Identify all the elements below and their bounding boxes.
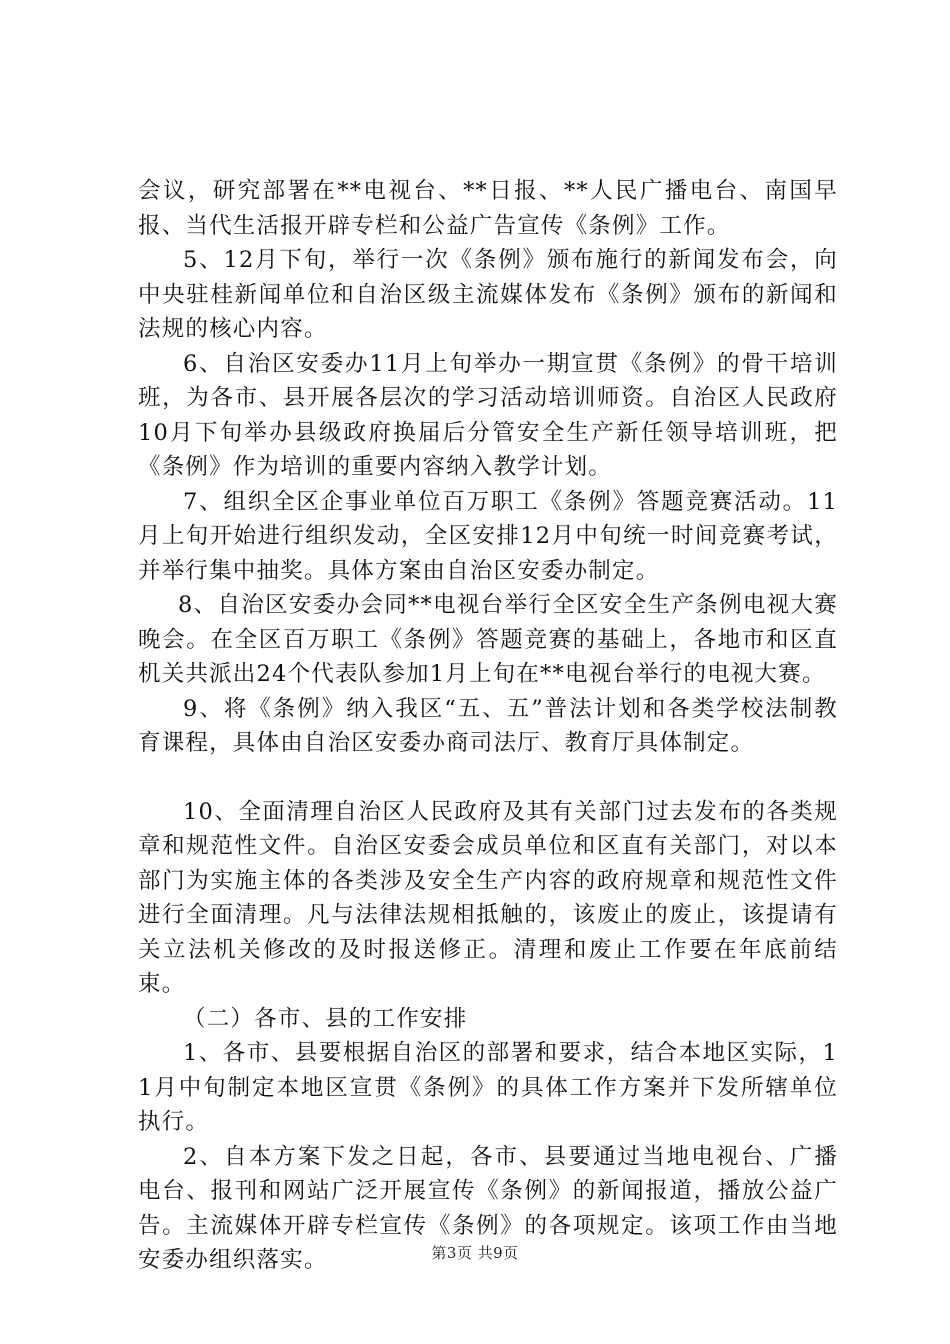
paragraph-item-8: 8、自治区安委办会同**电视台举行全区安全生产条例电视大赛晚会。在全区百万职工《条例》答题竞赛的基础上，各地市和区直机关共派出24个代表队参加1月上旬在**电视台举行的电视大赛。 xyxy=(138,592,838,687)
paragraph-gap xyxy=(138,761,838,795)
section-heading-city-county: （二）各市、县的工作安排 xyxy=(183,1005,468,1032)
paragraph-item-9: 9、将《条例》纳入我区“五、五”普法计划和各类学校法制教育课程，具体由自治区安委办商司法厅、教育厅具体制定。 xyxy=(138,695,838,756)
page-footer xyxy=(0,1242,950,1263)
document-body xyxy=(138,174,838,1278)
paragraph-continuation: 会议，研究部署在**电视台、**日报、**人民广播电台、南国早报、当代生活报开辟专栏和公益广告宣传《条例》工作。 xyxy=(138,178,838,239)
paragraph-city-item-2: 2、自本方案下发之日起，各市、县要通过当地电视台、广播电台、报刊和网站广泛开展宣传《条例》的新闻报道，播放公益广告。主流媒体开辟专栏宣传《条例》的各项规定。该项工作由当地安委办组织落实。 xyxy=(138,1143,838,1273)
page-number-label: 第3页 共9页 xyxy=(431,1244,519,1262)
paragraph-item-7: 7、组织全区企事业单位百万职工《条例》答题竞赛活动。11月上旬开始进行组织发动，全区安排12月中旬统一时间竞赛考试，并举行集中抽奖。具体方案由自治区安委办制定。 xyxy=(138,488,838,584)
paragraph-city-item-1: 1、各市、县要根据自治区的部署和要求，结合本地区实际，11月中旬制定本地区宣贯《条例》的具体工作方案并下发所辖单位执行。 xyxy=(138,1040,838,1135)
paragraph-item-10: 10、全面清理自治区人民政府及其有关部门过去发布的各类规章和规范性文件。自治区安委会成员单位和区直有关部门，对以本部门为实施主体的各类涉及安全生产内容的政府规章和规范性文件进行全面清理。凡与法律法规相抵触的，该废止的废止，该提请有关立法机关修改的及时报送修正。清理和废止工作要在年底前结束。 xyxy=(138,798,838,997)
paragraph-item-6: 6、自治区安委办11月上旬举办一期宣贯《条例》的骨干培训班，为各市、县开展各层次的学习活动培训师资。自治区人民政府10月下旬举办县级政府换届后分管安全生产新任领导培训班，把《条例》作为培训的重要内容纳入教学计划。 xyxy=(138,350,838,480)
paragraph-item-5: 5、12月下旬，举行一次《条例》颁布施行的新闻发布会，向中央驻桂新闻单位和自治区级主流媒体发布《条例》颁布的新闻和法规的核心内容。 xyxy=(138,247,838,342)
